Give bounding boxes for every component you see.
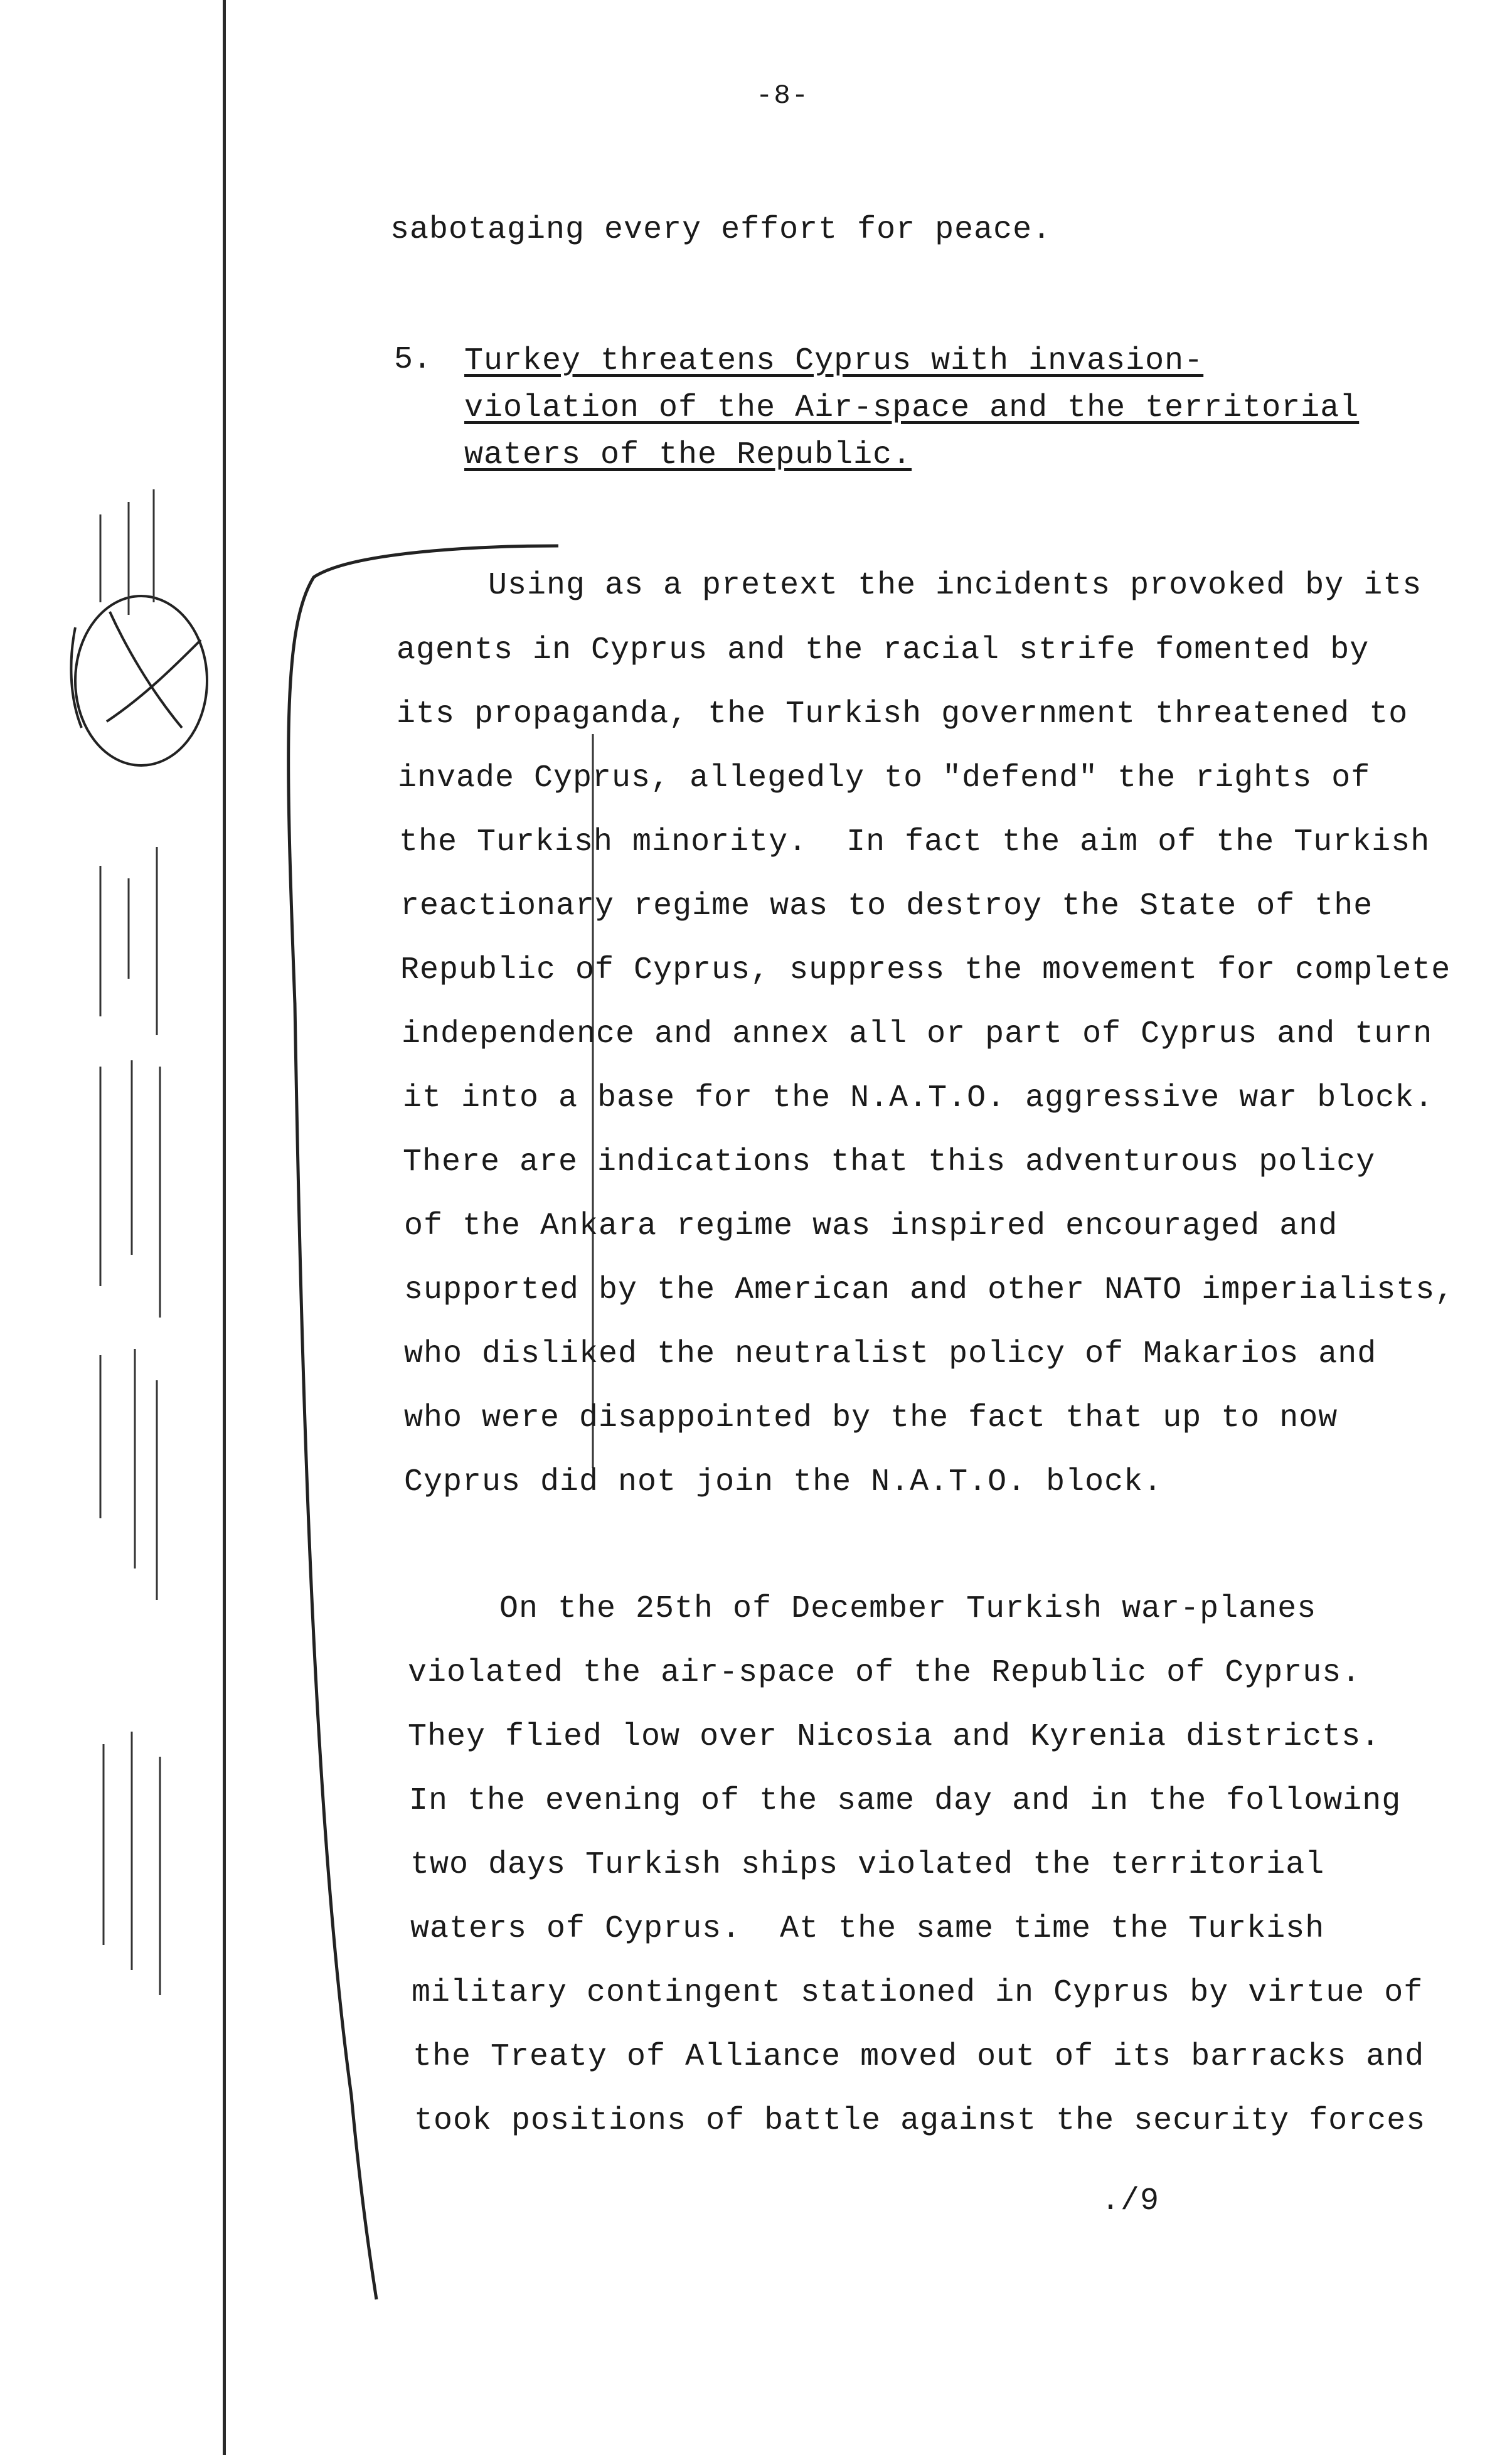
continuation-marker: ./9 [1101,2183,1160,2219]
paragraph-line: On the 25th of December Turkish war-planes [499,1591,1317,1627]
paragraph-line: who disliked the neutralist policy of Makarios and [404,1336,1377,1372]
paragraph-line: reactionary regime was to destroy the State of the [400,888,1373,924]
paragraph-line: supported by the American and other NATO imperialists, [404,1272,1455,1308]
paragraph-line: Using as a pretext the incidents provoked by its [488,568,1422,604]
circled-x-mark [71,596,207,765]
paragraph-line: agents in Cyprus and the racial strife fomented by [397,632,1370,668]
opening-line: sabotaging every effort for peace. [390,212,1052,248]
paragraph-line: took positions of battle against the security forces [414,2103,1426,2139]
paragraph-line: of the Ankara regime was inspired encouraged and [404,1208,1338,1244]
paragraph-line: it into a base for the N.A.T.O. aggressive war block. [403,1080,1434,1116]
paragraph-line: the Treaty of Alliance moved out of its barracks and [413,2039,1425,2075]
paragraph-line: who were disappointed by the fact that up to now [404,1400,1338,1436]
paragraph-line: Republic of Cyprus, suppress the movement for complete [400,952,1451,988]
section-number: 5. [394,342,432,378]
paragraph-line: the Turkish minority. In fact the aim of the Turkish [399,824,1430,860]
paragraph-line: violated the air-space of the Republic of Cyprus. [408,1655,1361,1691]
paragraph-line: military contingent stationed in Cyprus by virtue of [412,1975,1424,2011]
page-number: -8- [756,80,810,112]
paragraph-line: Cyprus did not join the N.A.T.O. block. [404,1464,1163,1500]
paragraph-line: its propaganda, the Turkish government threatened to [397,696,1408,732]
paragraph-line: invade Cyprus, allegedly to "defend" the rights of [398,760,1371,796]
paragraph-line: waters of Cyprus. At the same time the Turkish [410,1911,1325,1947]
paragraph-line: There are indications that this adventurous policy [403,1144,1376,1180]
paragraph-line: In the evening of the same day and in the following [409,1783,1402,1819]
paragraph-line: two days Turkish ships violated the territorial [410,1847,1325,1883]
paragraph-line: They flied low over Nicosia and Kyrenia districts. [408,1719,1381,1755]
paragraph-line: independence and annex all or part of Cyprus and turn [402,1016,1433,1052]
section-heading: Turkey threatens Cyprus with invasion-violation of the Air-space and the territorial waters of the Republic. [464,343,1360,473]
